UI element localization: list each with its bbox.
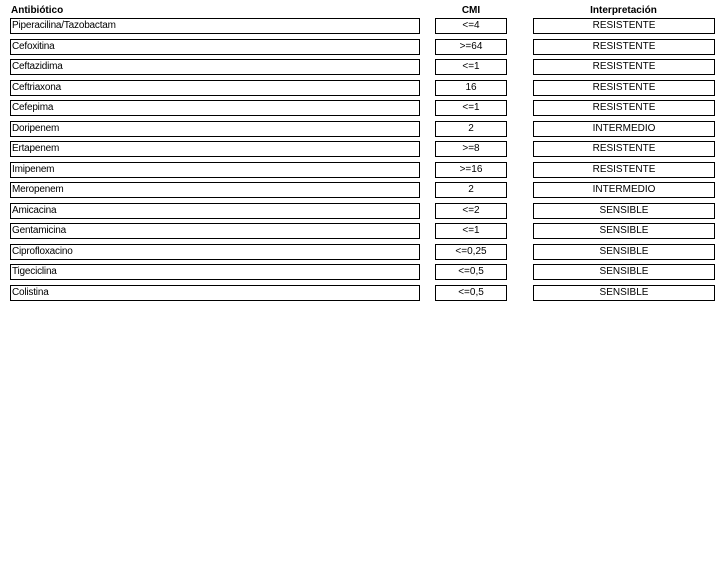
interpretation-value: RESISTENTE — [533, 80, 715, 96]
antibiotic-name: Cefepima — [10, 100, 420, 116]
table-row — [0, 182, 724, 203]
interpretation-value: SENSIBLE — [533, 244, 715, 260]
header-antibiotic: Antibiótico — [11, 5, 64, 16]
table-row — [0, 244, 724, 265]
table-row — [0, 203, 724, 224]
table-row — [0, 59, 724, 80]
interpretation-value: RESISTENTE — [533, 100, 715, 116]
antibiotic-name: Amicacina — [10, 203, 420, 219]
interpretation-value: INTERMEDIO — [533, 121, 715, 137]
interpretation-value: RESISTENTE — [533, 18, 715, 34]
cmi-value: <=4 — [435, 18, 507, 34]
interpretation-value: RESISTENTE — [533, 59, 715, 75]
cmi-value: <=0,5 — [435, 285, 507, 301]
table-row — [0, 121, 724, 142]
cmi-value: <=2 — [435, 203, 507, 219]
table-row — [0, 264, 724, 285]
table-row — [0, 18, 724, 39]
cmi-value: <=0,5 — [435, 264, 507, 280]
interpretation-value: INTERMEDIO — [533, 182, 715, 198]
interpretation-value: RESISTENTE — [533, 162, 715, 178]
antibiotic-name: Tigeciclina — [10, 264, 420, 280]
table-row — [0, 223, 724, 244]
interpretation-value: RESISTENTE — [533, 141, 715, 157]
table-row — [0, 162, 724, 183]
antibiotic-name: Colistina — [10, 285, 420, 301]
antibiotic-name: Ciprofloxacino — [10, 244, 420, 260]
cmi-value: 16 — [435, 80, 507, 96]
antibiotic-name: Imipenem — [10, 162, 420, 178]
cmi-value: >=64 — [435, 39, 507, 55]
table-row — [0, 285, 724, 306]
antibiotic-name: Doripenem — [10, 121, 420, 137]
table-row — [0, 80, 724, 101]
interpretation-value: SENSIBLE — [533, 223, 715, 239]
cmi-value: <=1 — [435, 59, 507, 75]
table-row — [0, 39, 724, 60]
antibiogram-table — [0, 18, 724, 305]
cmi-value: 2 — [435, 121, 507, 137]
antibiotic-name: Piperacilina/Tazobactam — [10, 18, 420, 34]
header-cmi: CMI — [461, 5, 481, 16]
interpretation-value: SENSIBLE — [533, 285, 715, 301]
interpretation-value: SENSIBLE — [533, 203, 715, 219]
antibiotic-name: Ceftriaxona — [10, 80, 420, 96]
cmi-value: <=1 — [435, 223, 507, 239]
interpretation-value: SENSIBLE — [533, 264, 715, 280]
table-row — [0, 141, 724, 162]
cmi-value: >=8 — [435, 141, 507, 157]
antibiotic-name: Cefoxitina — [10, 39, 420, 55]
antibiotic-name: Ertapenem — [10, 141, 420, 157]
header-interpretation: Interpretación — [590, 5, 657, 16]
cmi-value: <=0,25 — [435, 244, 507, 260]
antibiotic-name: Gentamicina — [10, 223, 420, 239]
cmi-value: <=1 — [435, 100, 507, 116]
antibiotic-name: Ceftazidima — [10, 59, 420, 75]
interpretation-value: RESISTENTE — [533, 39, 715, 55]
cmi-value: >=16 — [435, 162, 507, 178]
antibiotic-name: Meropenem — [10, 182, 420, 198]
cmi-value: 2 — [435, 182, 507, 198]
table-row — [0, 100, 724, 121]
